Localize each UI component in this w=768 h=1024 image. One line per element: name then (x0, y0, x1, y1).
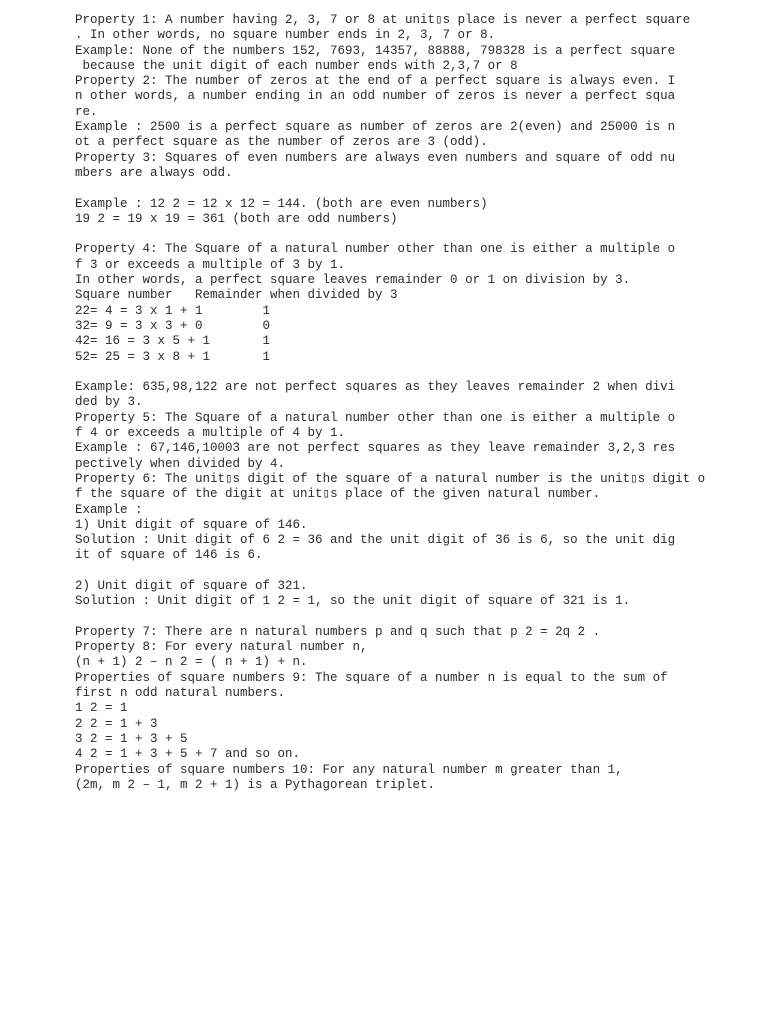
text-line: 32= 9 = 3 x 3 + 0 0 (75, 318, 271, 333)
document-text (75, 13, 725, 793)
text-line: Solution : Unit digit of 6 2 = 36 and the unit digit of 36 is 6, so the unit dig (75, 533, 676, 548)
text-line: (n + 1) 2 – n 2 = ( n + 1) + n. (75, 655, 308, 670)
text-line: 4 2 = 1 + 3 + 5 + 7 and so on. (75, 747, 301, 762)
text-line: Example : (75, 502, 143, 517)
text-line: f 4 or exceeds a multiple of 4 by 1. (75, 426, 346, 441)
text-line: 2 2 = 1 + 3 (75, 716, 158, 731)
text-line: Property 6: The unit▯s digit of the square of a natural number is the unit▯s digit o (75, 471, 706, 486)
text-line: re. (75, 104, 98, 119)
text-line: Property 1: A number having 2, 3, 7 or 8 at unit▯s place is never a perfect square (75, 13, 691, 27)
text-line: mbers are always odd. (75, 165, 233, 180)
text-line: it of square of 146 is 6. (75, 548, 263, 563)
text-line: 1) Unit digit of square of 146. (75, 517, 308, 532)
text-line: In other words, a perfect square leaves remainder 0 or 1 on division by 3. (75, 273, 631, 288)
text-line: f the square of the digit at unit▯s place of the given natural number. (75, 487, 601, 502)
text-line (75, 564, 725, 579)
text-line: pectively when divided by 4. (75, 456, 286, 471)
text-line: Property 7: There are n natural numbers p and q such that p 2 = 2q 2 . (75, 624, 601, 639)
text-line: (2m, m 2 – 1, m 2 + 1) is a Pythagorean triplet. (75, 777, 436, 792)
text-line: because the unit digit of each number ends with 2,3,7 or 8 (75, 58, 518, 73)
text-line: Example : 67,146,10003 are not perfect squares as they leave remainder 3,2,3 res (75, 441, 676, 456)
text-line: Property 4: The Square of a natural number other than one is either a multiple o (75, 242, 676, 257)
text-line (75, 610, 725, 625)
text-line (75, 227, 725, 242)
text-line: Example : 12 2 = 12 x 12 = 144. (both are even numbers) (75, 196, 488, 211)
text-line: Example : 2500 is a perfect square as number of zeros are 2(even) and 25000 is n (75, 120, 676, 135)
text-line: f 3 or exceeds a multiple of 3 by 1. (75, 257, 346, 272)
text-line: ded by 3. (75, 395, 143, 410)
text-line: ot a perfect square as the number of zeros are 3 (odd). (75, 135, 488, 150)
text-line: 42= 16 = 3 x 5 + 1 1 (75, 334, 271, 349)
text-line: Property 2: The number of zeros at the end of a perfect square is always even. I (75, 74, 676, 89)
text-line: Property 8: For every natural number n, (75, 640, 368, 655)
text-line: . In other words, no square number ends in 2, 3, 7 or 8. (75, 28, 496, 43)
text-line: first n odd natural numbers. (75, 686, 286, 701)
text-line (75, 181, 725, 196)
text-line: Properties of square numbers 10: For any natural number m greater than 1, (75, 762, 623, 777)
text-line: 2) Unit digit of square of 321. (75, 578, 308, 593)
text-line: Square number Remainder when divided by 3 (75, 288, 398, 303)
text-line: 3 2 = 1 + 3 + 5 (75, 731, 188, 746)
text-line: 52= 25 = 3 x 8 + 1 1 (75, 349, 271, 364)
text-line: 19 2 = 19 x 19 = 361 (both are odd numbers) (75, 211, 398, 226)
text-line: Property 3: Squares of even numbers are always even numbers and square of odd nu (75, 150, 676, 165)
text-line: Property 5: The Square of a natural number other than one is either a multiple o (75, 410, 676, 425)
text-line: 1 2 = 1 (75, 701, 128, 716)
text-line (75, 365, 725, 380)
text-line: Example: None of the numbers 152, 7693, 14357, 88888, 798328 is a perfect square (75, 43, 676, 58)
text-line: Solution : Unit digit of 1 2 = 1, so the unit digit of square of 321 is 1. (75, 594, 631, 609)
text-line: Properties of square numbers 9: The square of a number n is equal to the sum of (75, 670, 668, 685)
text-line: Example: 635,98,122 are not perfect squares as they leaves remainder 2 when divi (75, 380, 676, 395)
text-line: 22= 4 = 3 x 1 + 1 1 (75, 303, 271, 318)
text-line: n other words, a number ending in an odd number of zeros is never a perfect squa (75, 89, 676, 104)
